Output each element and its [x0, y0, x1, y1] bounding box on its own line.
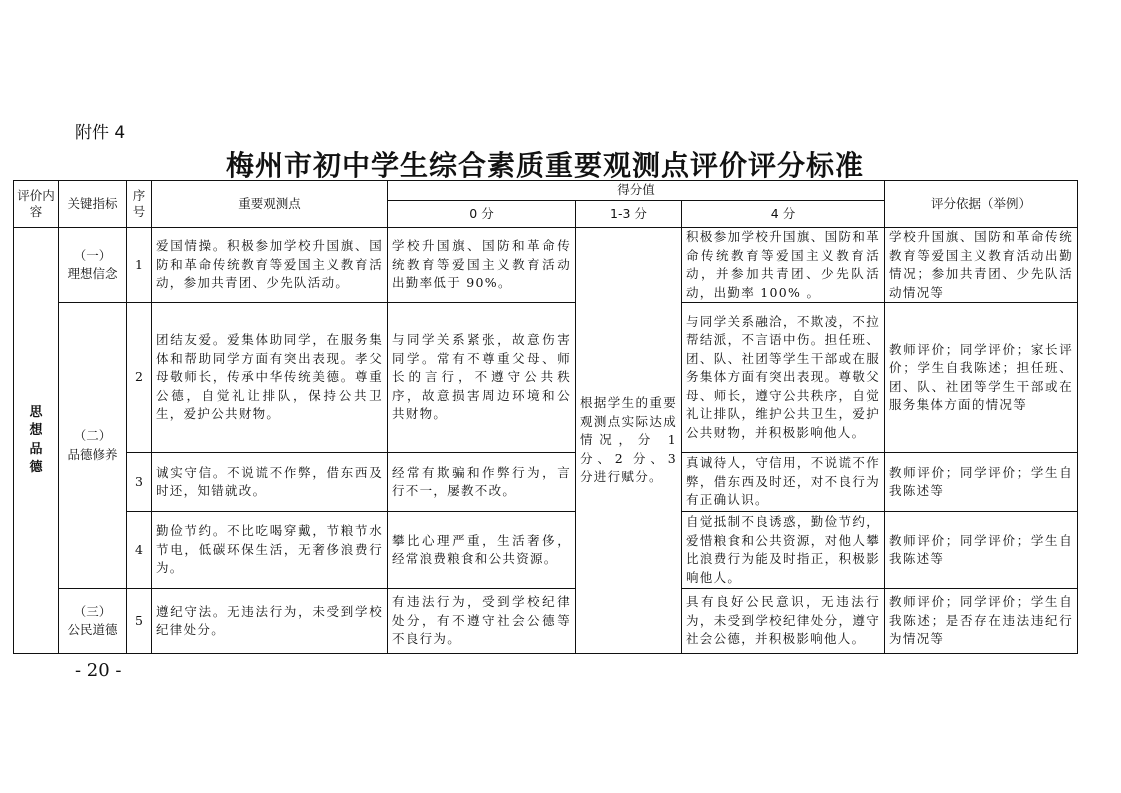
score-4-cell: 与同学关系融洽，不欺凌，不拉帮结派，不言语中伤。担任班、团、队、社团等学生干部或在服务集体方面有突出表现。尊敬父母、师长，遵守公共秩序，自觉礼让排队，维护公共卫生，爱护公共财物，并积极影响他人。: [682, 303, 885, 453]
scoring-standard-table: [13, 180, 1078, 654]
observation-cell: 勤俭节约。不比吃喝穿戴，节粮节水节电，低碳环保生活，无奢侈浪费行为。: [152, 512, 388, 589]
category-cell: 思想品德: [14, 228, 59, 654]
table-row: [14, 228, 1078, 303]
header-score-0: 0 分: [388, 201, 576, 228]
seq-cell: 5: [127, 589, 152, 654]
seq-cell: 2: [127, 303, 152, 453]
score-0-cell: 有违法行为，受到学校纪律处分，有不遵守社会公德等不良行为。: [388, 589, 576, 654]
basis-cell: 教师评价；同学评价；学生自我陈述；是否存在违法违纪行为情况等: [885, 589, 1078, 654]
header-indicator: 关键指标: [59, 181, 127, 228]
document-title: 梅州市初中学生综合素质重要观测点评价评分标准: [225, 149, 864, 182]
observation-cell: 团结友爱。爱集体助同学，在服务集体和帮助同学方面有突出表现。孝父母敬师长，传承中华传统美德。尊重公德，自觉礼让排队，保持公共卫生，爱护公共财物。: [152, 303, 388, 453]
basis-cell: 学校升国旗、国防和革命传统教育等爱国主义教育活动出勤情况；参加共青团、少先队活动情况等: [885, 228, 1078, 303]
header-observation: 重要观测点: [152, 181, 388, 228]
score-4-cell: 真诚待人，守信用，不说谎不作弊，借东西及时还，对不良行为有正确认识。: [682, 453, 885, 512]
score-0-cell: 攀比心理严重，生活奢侈，经常浪费粮食和公共资源。: [388, 512, 576, 589]
scoring-rule-cell: 根据学生的重要观测点实际达成情况，分 1 分、2 分、3 分进行赋分。: [576, 228, 682, 654]
observation-cell: 诚实守信。不说谎不作弊，借东西及时还，知错就改。: [152, 453, 388, 512]
indicator-cell: （二） 品德修养: [59, 303, 127, 589]
score-4-cell: 自觉抵制不良诱惑，勤俭节约，爱惜粮食和公共资源，对他人攀比浪费行为能及时指正，积极影响他人。: [682, 512, 885, 589]
basis-cell: 教师评价；同学评价；家长评价；学生自我陈述；担任班、团、队、社团等学生干部或在服务集体方面的情况等: [885, 303, 1078, 453]
indicator-cell: （三） 公民道德: [59, 589, 127, 654]
header-basis: 评分依据（举例）: [885, 181, 1078, 228]
header-content: 评价内容: [14, 181, 59, 228]
seq-cell: 1: [127, 228, 152, 303]
table-row: [14, 589, 1078, 654]
score-0-cell: 经常有欺骗和作弊行为，言行不一，屡教不改。: [388, 453, 576, 512]
table-row: [14, 303, 1078, 453]
score-4-cell: 具有良好公民意识，无违法行为，未受到学校纪律处分，遵守社会公德，并积极影响他人。: [682, 589, 885, 654]
basis-cell: 教师评价；同学评价；学生自我陈述等: [885, 453, 1078, 512]
table-row: [14, 512, 1078, 589]
header-seq: 序号: [127, 181, 152, 228]
seq-cell: 3: [127, 453, 152, 512]
basis-cell: 教师评价；同学评价；学生自我陈述等: [885, 512, 1078, 589]
header-score-group: 得分值: [388, 181, 885, 201]
attachment-label: 附件 4: [75, 123, 126, 143]
header-score-1-3: 1-3 分: [576, 201, 682, 228]
score-0-cell: 学校升国旗、国防和革命传统教育等爱国主义教育活动出勤率低于 90%。: [388, 228, 576, 303]
observation-cell: 爱国情操。积极参加学校升国旗、国防和革命传统教育等爱国主义教育活动，参加共青团、少先队活动。: [152, 228, 388, 303]
page-number: - 20 -: [75, 660, 122, 681]
seq-cell: 4: [127, 512, 152, 589]
header-score-4: 4 分: [682, 201, 885, 228]
table-row: [14, 453, 1078, 512]
observation-cell: 遵纪守法。无违法行为，未受到学校纪律处分。: [152, 589, 388, 654]
score-4-cell: 积极参加学校升国旗、国防和革命传统教育等爱国主义教育活动，并参加共青团、少先队活动，出勤率 100% 。: [682, 228, 885, 303]
score-0-cell: 与同学关系紧张，故意伤害同学。常有不尊重父母、师长的言行，不遵守公共秩序，故意损害周边环境和公共财物。: [388, 303, 576, 453]
indicator-cell: （一） 理想信念: [59, 228, 127, 303]
